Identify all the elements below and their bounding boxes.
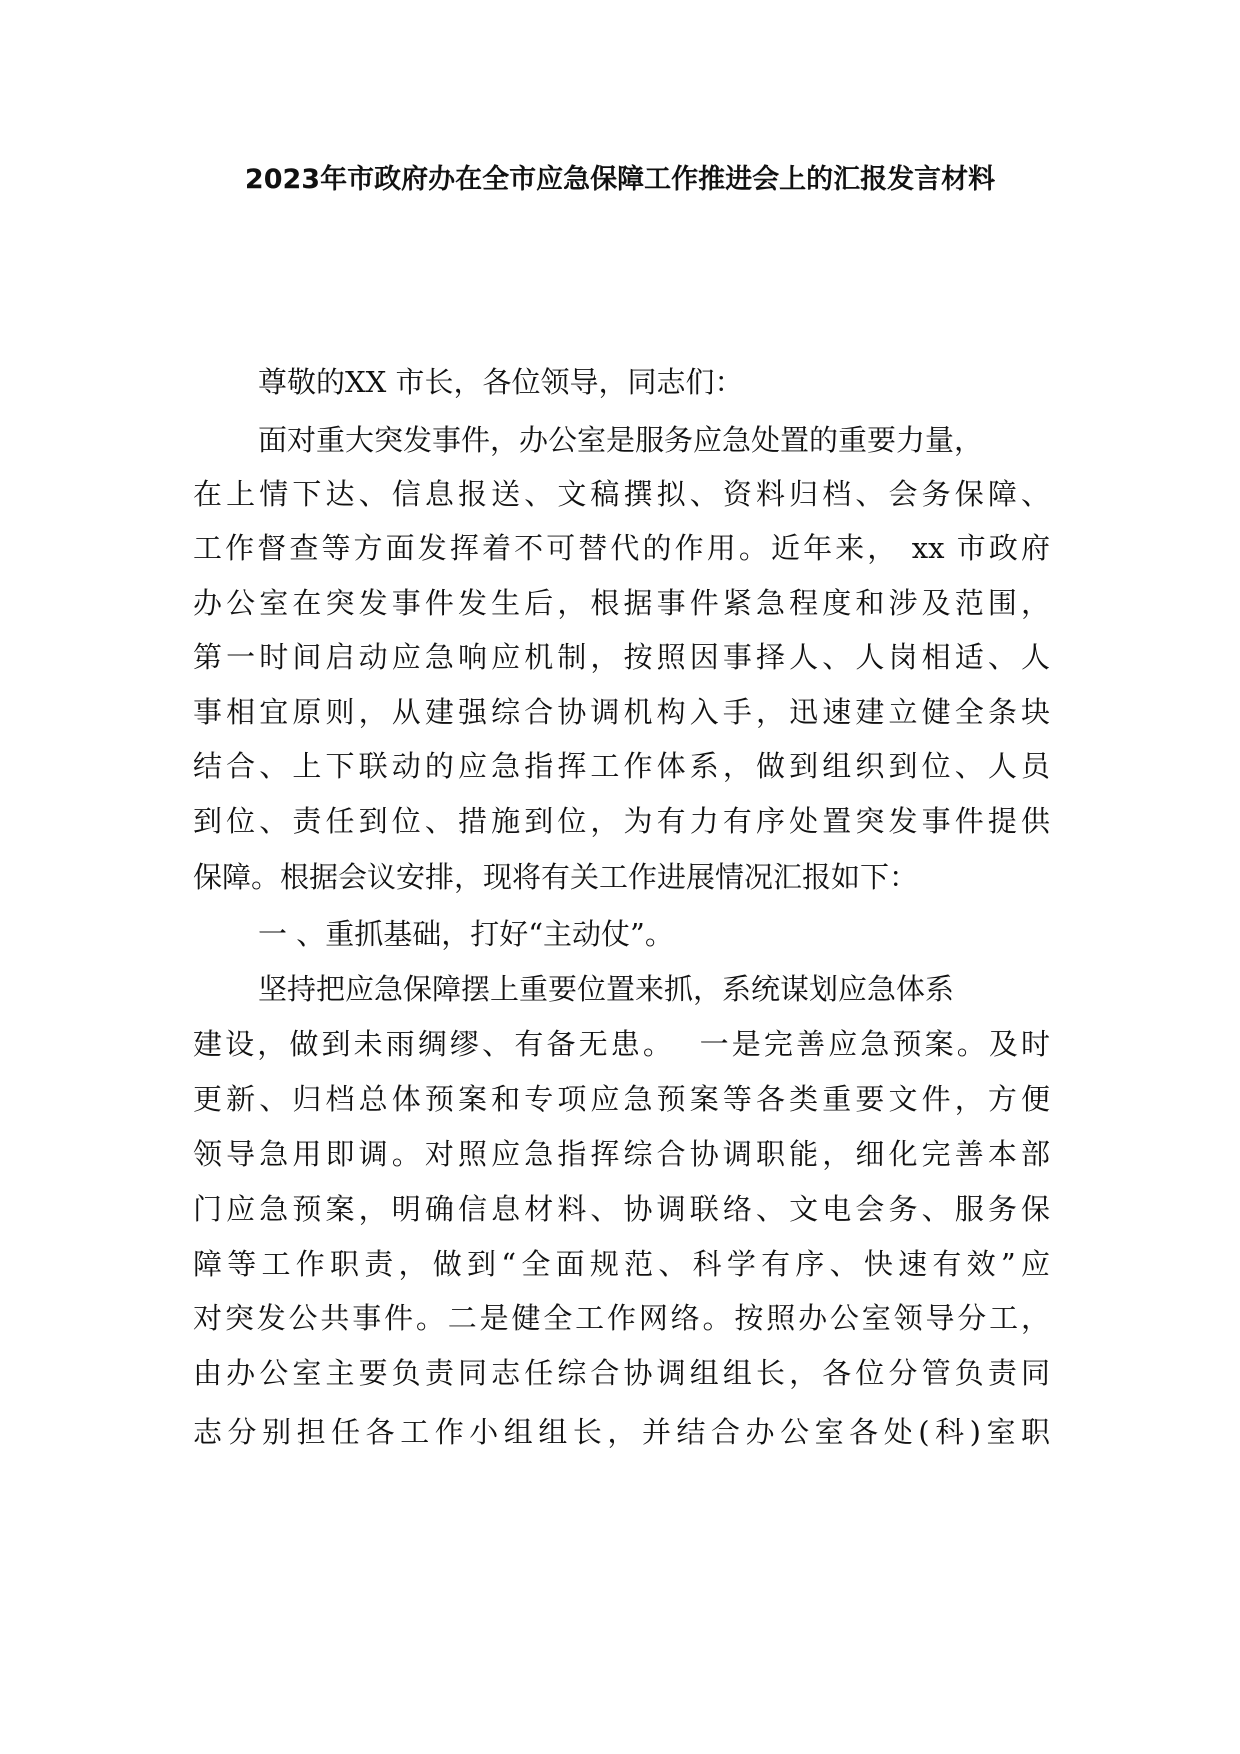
salutation-line: 尊敬的XX 市长，各位领导，同志们： bbox=[258, 365, 744, 399]
text-line: 结合、上下联动的应急指挥工作体系，做到组织到位、人员 bbox=[193, 749, 1050, 783]
text-line: 门应急预案，明确信息材料、协调联络、文电会务、服务保 bbox=[193, 1192, 1050, 1226]
text-line: 在上情下达、信息报送、文稿撰拟、资料归档、会务保障、 bbox=[193, 477, 1050, 511]
text-line: 面对重大突发事件，办公室是服务应急处置的重要力量， bbox=[258, 423, 984, 457]
text-line: 第一时间启动应急响应机制，按照因事择人、人岗相适、人 bbox=[193, 640, 1050, 674]
text-line: 事相宜原则，从建强综合协调机构入手，迅速建立健全条块 bbox=[193, 695, 1050, 729]
text-line: 坚持把应急保障摆上重要位置来抓，系统谋划应急体系 bbox=[258, 972, 955, 1006]
text-line: 领导急用即调。对照应急指挥综合协调职能，细化完善本部 bbox=[193, 1137, 1050, 1171]
text-line: 更新、归档总体预案和专项应急预案等各类重要文件，方便 bbox=[193, 1082, 1050, 1116]
text-line: 到位、责任到位、措施到位，为有力有序处置突发事件提供 bbox=[193, 804, 1050, 838]
document-title: 2023年市政府办在全市应急保障工作推进会上的汇报发言材料 bbox=[244, 164, 996, 195]
text-line: 由办公室主要负责同志任综合协调组组长，各位分管负责同 bbox=[193, 1356, 1050, 1390]
text-line: 障等工作职责，做到“全面规范、科学有序、快速有效”应 bbox=[193, 1247, 1050, 1281]
section-heading: 一 、重抓基础，打好“主动仗”。 bbox=[258, 917, 674, 951]
text-line: 办公室在突发事件发生后，根据事件紧急程度和涉及范围， bbox=[193, 586, 1050, 620]
text-line: 对突发公共事件。二是健全工作网络。按照办公室领导分工， bbox=[193, 1301, 1050, 1335]
text-line: 工作督查等方面发挥着不可替代的作用。近年来， xx 市政府 bbox=[193, 531, 1050, 565]
text-line: 建设，做到未雨绸缪、有备无患。 一是完善应急预案。及时 bbox=[193, 1027, 1050, 1061]
text-line: 志分别担任各工作小组组长，并结合办公室各处(科)室职 bbox=[193, 1415, 1050, 1449]
text-line: 保障。根据会议安排，现将有关工作进展情况汇报如下： bbox=[193, 860, 919, 894]
